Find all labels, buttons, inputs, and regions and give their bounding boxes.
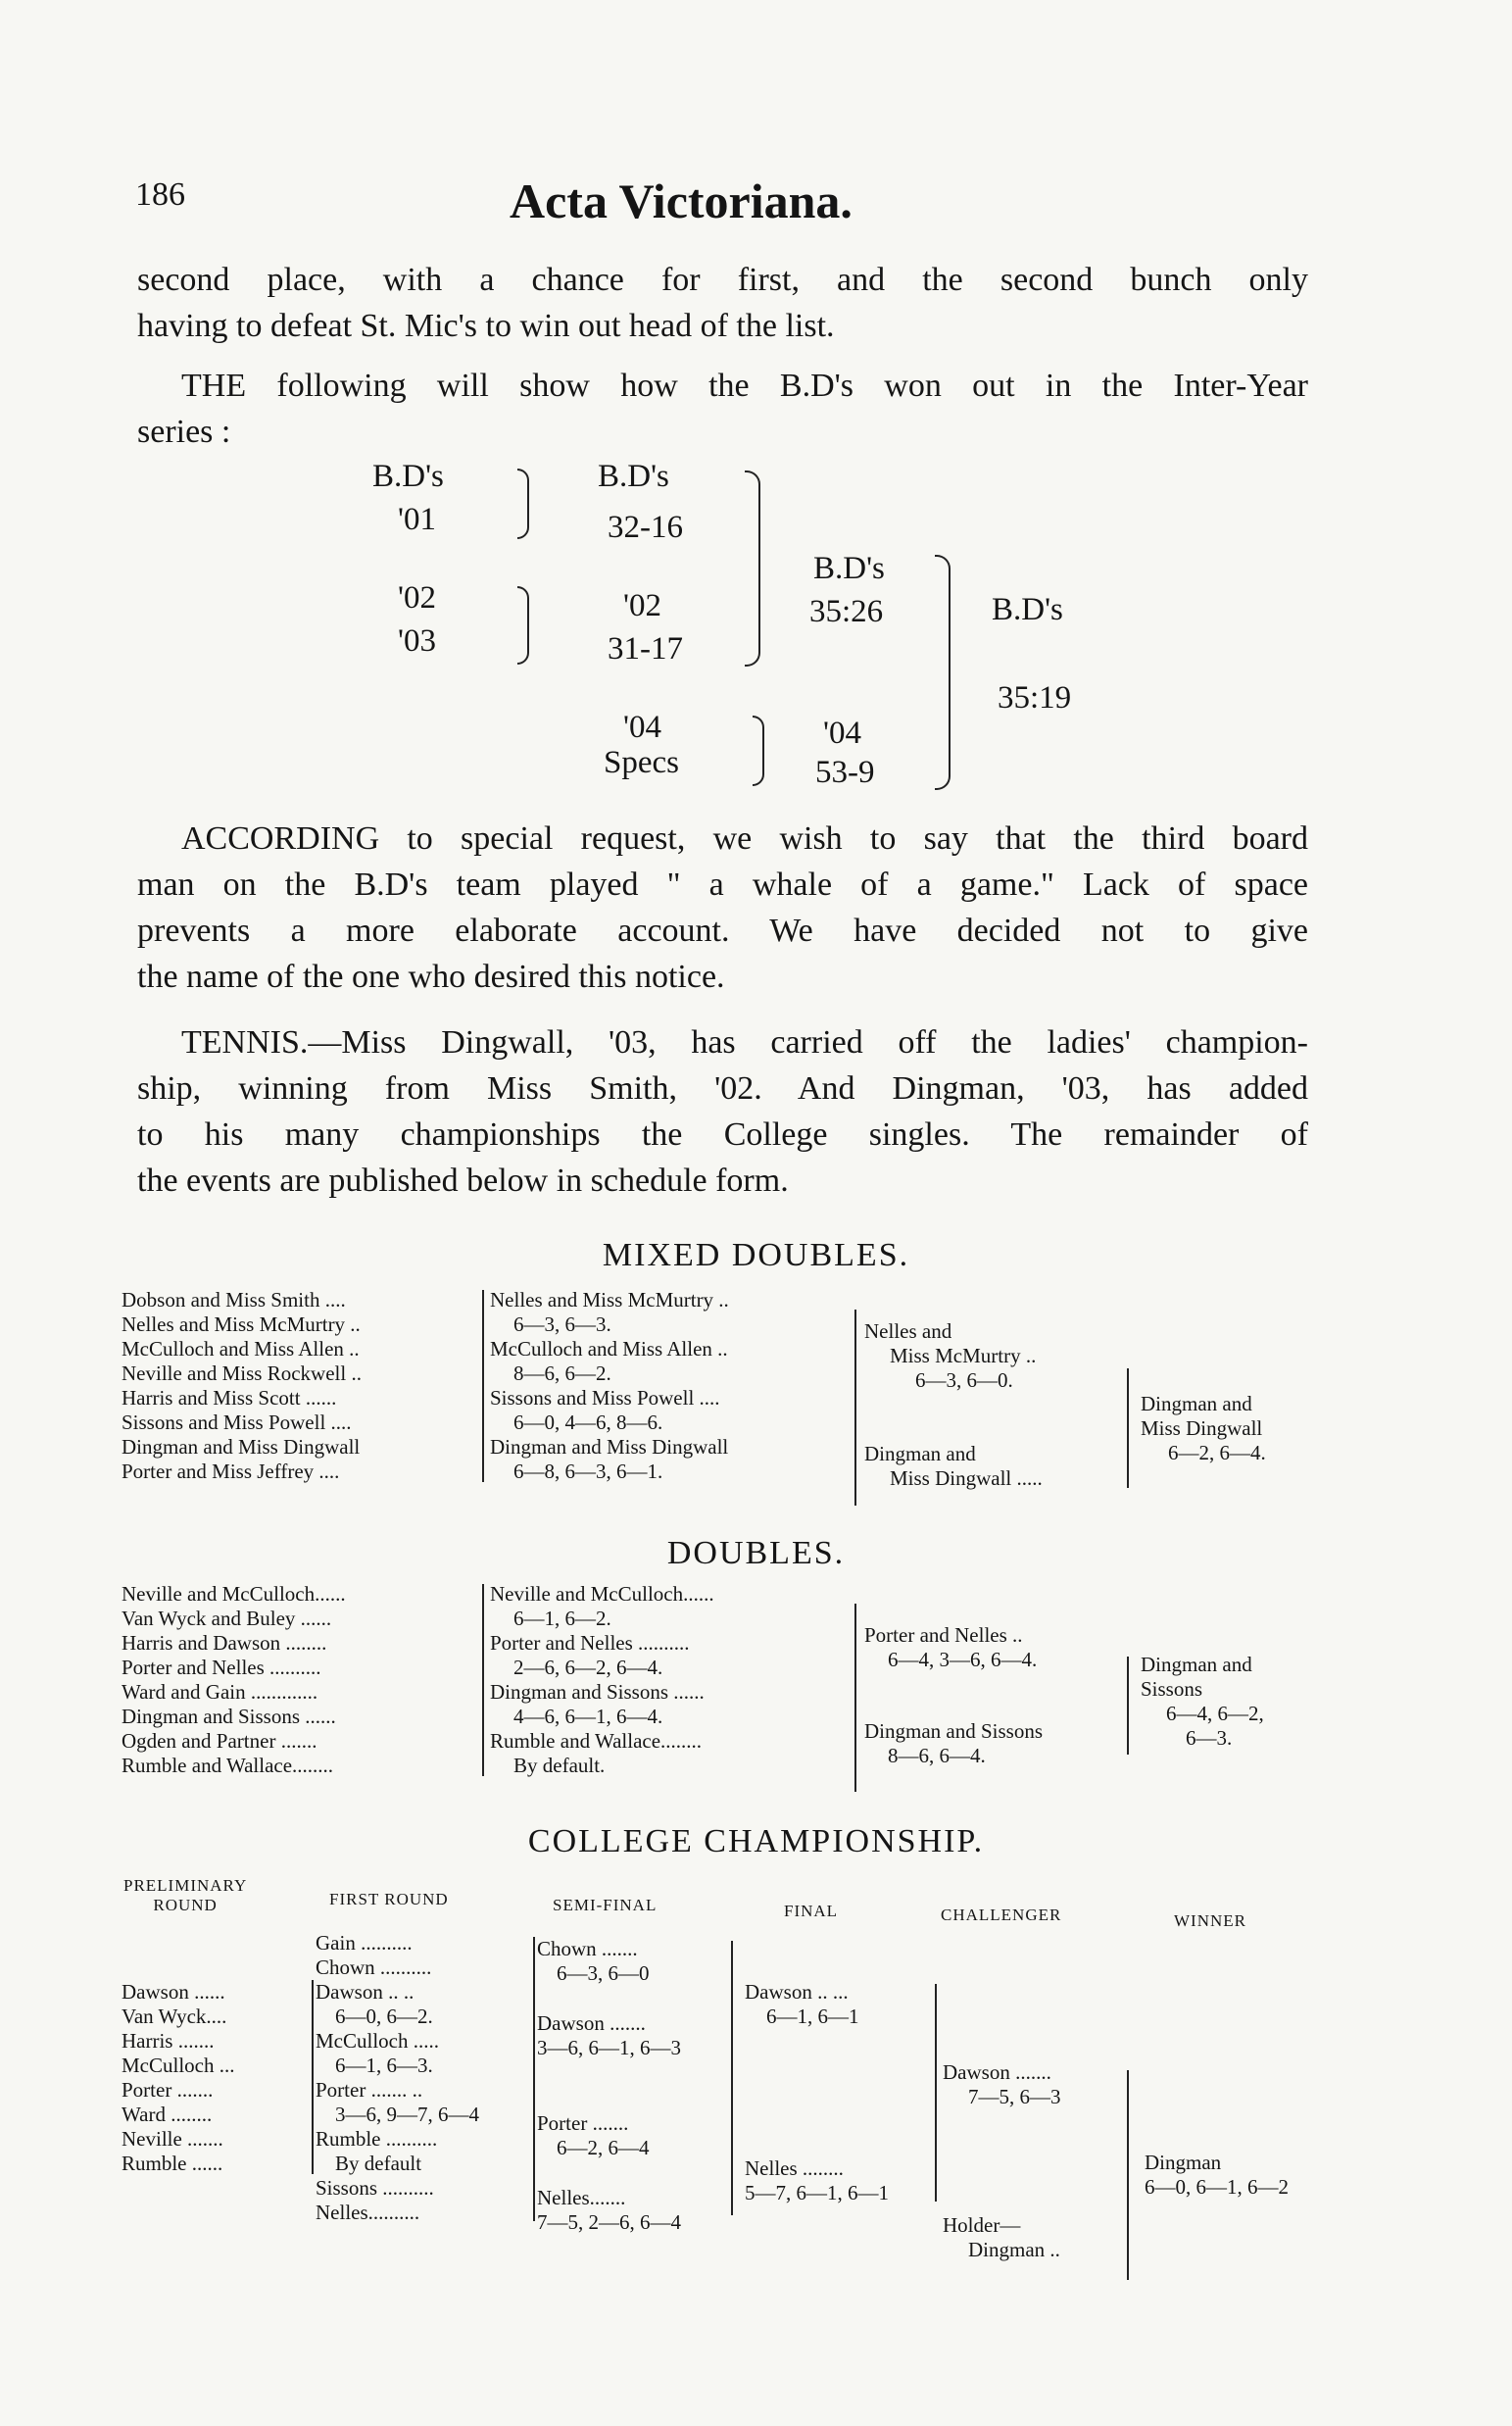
schedule-entry: 6—8, 6—3, 6—1. [513,1460,663,1483]
schedule-entry: Van Wyck and Buley ...... [122,1607,332,1630]
schedule-entry: Nelles and [864,1319,952,1343]
schedule-entry: Miss Dingwall ..... [890,1466,1043,1490]
schedule-entry: 6—1, 6—1 [766,2005,859,2028]
schedule-column [1141,1653,1264,1751]
text-line: to his many championships the College singles. The remainder of [137,1116,1308,1153]
schedule-entry: Miss McMurtry .. [890,1344,1037,1367]
schedule-entry: Harris and Dawson ........ [122,1631,327,1655]
text-line: the name of the one who desired this notice. [137,959,725,995]
text-line: having to defeat St. Mic's to win out head of the list. [137,308,835,344]
schedule-entry: Porter and Nelles .. [864,1623,1023,1647]
schedule-entry: Ward and Gain ............. [122,1680,318,1704]
bracket-line [533,1937,535,2221]
schedule-entry: 6—0, 6—2. [335,2005,433,2028]
text-line: ACCORDING to special request, we wish to say that the third board [181,820,1308,857]
header-line: ROUND [153,1896,218,1914]
column-header [123,1876,247,1915]
schedule-entry: Harris ....... [122,2029,215,2053]
game-score: 32-16 [608,510,683,545]
schedule-entry: Chown ....... [537,1937,638,1960]
schedule-entry: Chown .......... [316,1956,432,1979]
schedule-entry: Dawson .. ... [745,1980,849,2004]
schedule-entry: Nelles.......... [316,2201,420,2224]
game-score: 35:19 [998,680,1072,716]
schedule-entry: Porter ....... .. [316,2078,423,2102]
schedule-entry: 6—3, 6—0. [915,1368,1013,1392]
schedule-entry: 6—2, 6—4 [557,2136,650,2159]
schedule-entry: Nelles and Miss McMurtry .. [122,1312,361,1336]
team-name: '02 [398,580,436,616]
schedule-entry: Dingman and Sissons ...... [122,1705,336,1728]
schedule-entry: Rumble .......... [316,2127,438,2151]
schedule-column [537,1937,681,2235]
schedule-entry: 8—6, 6—2. [513,1362,611,1385]
bracket-line [312,1980,314,2174]
schedule-entry: 6—4, 6—2, [1166,1702,1264,1725]
schedule-entry: By default [335,2152,422,2175]
schedule-entry: Van Wyck.... [122,2005,227,2028]
bracket-line [935,1984,937,2202]
schedule-entry: 6—1, 6—2. [513,1607,611,1630]
schedule-entry: Dingman and [1141,1653,1252,1676]
schedule-entry: McCulloch ..... [316,2029,439,2053]
schedule-entry: 6—1, 6—3. [335,2054,433,2077]
schedule-entry: By default. [513,1754,606,1777]
schedule-entry: Porter ....... [537,2111,629,2135]
column-header: SEMI-FINAL [553,1896,658,1914]
text-line: man on the B.D's team played " a whale of a game." Lack of space [137,866,1308,903]
schedule-entry: 5—7, 6—1, 6—1 [745,2181,889,2204]
schedule-column [864,1319,1043,1491]
schedule-entry: Porter and Miss Jeffrey .... [122,1460,340,1483]
schedule-entry: Nelles....... [537,2186,626,2209]
schedule-entry: Neville and Miss Rockwell .. [122,1362,362,1385]
text-line: second place, with a chance for first, and the second bunch only [137,262,1308,298]
schedule-entry: 6—3. [1186,1726,1233,1750]
schedule-entry: 6—4, 3—6, 6—4. [888,1648,1038,1671]
schedule-entry: Dingman and [864,1442,976,1465]
schedule-entry: Dawson ....... [537,2011,646,2035]
team-name: B.D's [598,459,669,494]
column-header: FIRST ROUND [329,1890,449,1908]
schedule-entry: 3—6, 6—1, 6—3 [537,2036,681,2059]
game-score: 35:26 [809,594,884,629]
schedule-column [122,1980,235,2176]
schedule-entry: Sissons .......... [316,2176,434,2200]
bracket-line [482,1584,484,1776]
bracket-brace [745,470,760,667]
schedule-entry: McCulloch ... [122,2054,235,2077]
schedule-entry: McCulloch and Miss Allen .. [490,1337,728,1361]
schedule-entry: 8—6, 6—4. [888,1744,986,1767]
bracket-line [854,1604,856,1792]
schedule-entry: Rumble and Wallace........ [490,1729,703,1753]
schedule-entry: 6—0, 6—1, 6—2 [1145,2175,1289,2199]
schedule-column [864,1623,1043,1768]
column-header: WINNER [1174,1911,1246,1930]
bracket-line [854,1310,856,1506]
bracket-line [731,1941,733,2215]
schedule-entry: 7—5, 2—6, 6—4 [537,2210,681,2234]
schedule-entry: Rumble ...... [122,2152,223,2175]
schedule-column [490,1288,729,1484]
college-championship-title: COLLEGE CHAMPIONSHIP. [527,1823,985,1859]
team-name: '04 [823,716,861,751]
schedule-entry: Neville and McCulloch...... [122,1582,346,1606]
schedule-column [1141,1392,1266,1465]
schedule-entry: Nelles ........ [745,2156,844,2180]
according-paragraph [137,816,1308,1000]
schedule-column [122,1582,346,1778]
text-line: THE following will show how the B.D's won out in the Inter-Year [181,368,1308,404]
schedule-column [490,1582,714,1778]
schedule-column [943,2060,1061,2262]
schedule-entry: Holder— [943,2213,1021,2237]
schedule-entry: Sissons and Miss Powell .... [122,1411,352,1434]
schedule-entry: 6—2, 6—4. [1168,1441,1266,1464]
schedule-entry: Nelles and Miss McMurtry .. [490,1288,729,1312]
schedule-entry: 7—5, 6—3 [968,2085,1061,2108]
running-title: Acta Victoriana. [510,173,853,228]
schedule-entry: Porter and Nelles .......... [122,1656,321,1679]
schedule-entry: 4—6, 6—1, 6—4. [513,1705,663,1728]
schedule-entry: 6—0, 4—6, 8—6. [513,1411,663,1434]
schedule-entry: Neville ....... [122,2127,223,2151]
page-number: 186 [135,176,185,213]
bracket-line [1127,1657,1129,1755]
bracket-line [482,1290,484,1482]
column-header: CHALLENGER [941,1906,1062,1924]
schedule-entry: Dingman and Miss Dingwall [122,1435,361,1459]
schedule-entry: Sissons [1141,1677,1203,1701]
text-line: the events are published below in schedule form. [137,1163,789,1199]
team-name: '04 [623,710,661,745]
team-name: B.D's [992,592,1063,627]
schedule-entry: Miss Dingwall [1141,1416,1263,1440]
schedule-entry: Harris and Miss Scott ...... [122,1386,337,1410]
schedule-entry: Porter and Nelles .......... [490,1631,690,1655]
bracket-line [1127,2070,1129,2280]
bracket-line [1127,1368,1129,1488]
schedule-entry: Dingman and Miss Dingwall [490,1435,729,1459]
schedule-entry: Dingman and Sissons [864,1719,1044,1743]
schedule-entry: Dawson .. .. [316,1980,415,2004]
schedule-entry: Dawson ....... [943,2060,1051,2084]
schedule-entry: Dobson and Miss Smith .... [122,1288,346,1312]
schedule-entry: McCulloch and Miss Allen .. [122,1337,360,1361]
bracket-brace [517,586,529,665]
bracket-brace [517,469,529,539]
text-line: series : [137,414,231,450]
team-name: Specs [604,745,679,780]
schedule-column [745,1980,889,2205]
schedule-entry: Ward ........ [122,2103,213,2126]
schedule-entry: Sissons and Miss Powell .... [490,1386,720,1410]
schedule-column [122,1288,362,1484]
schedule-entry: Gain .......... [316,1931,413,1955]
schedule-column [316,1931,479,2225]
schedule-entry: Dawson ...... [122,1980,225,2004]
schedule-entry: Dingman .. [968,2238,1060,2261]
doubles-title: DOUBLES. [666,1535,846,1571]
text-line: prevents a more elaborate account. We have decided not to give [137,913,1308,949]
schedule-entry: Neville and McCulloch...... [490,1582,714,1606]
game-score: 31-17 [608,631,683,667]
team-name: '02 [623,588,661,623]
schedule-entry: Dingman and Sissons ...... [490,1680,705,1704]
schedule-entry: Dingman [1145,2151,1222,2174]
team-name: B.D's [372,459,444,494]
bracket-brace [935,555,951,790]
schedule-column [1145,2151,1289,2200]
follow-paragraph [137,363,1308,455]
schedule-entry: 6—3, 6—0 [557,1961,650,1985]
schedule-entry: Porter ....... [122,2078,214,2102]
schedule-entry: Ogden and Partner ....... [122,1729,317,1753]
schedule-entry: 2—6, 6—2, 6—4. [513,1656,663,1679]
schedule-entry: Dingman and [1141,1392,1252,1415]
tennis-paragraph [137,1019,1308,1204]
column-header: FINAL [784,1902,839,1920]
team-name: '01 [398,502,436,537]
header-line: PRELIMINARY [123,1876,248,1895]
team-name: '03 [398,623,436,659]
team-name: B.D's [813,551,885,586]
schedule-entry: Rumble and Wallace........ [122,1754,334,1777]
game-score: 53-9 [815,755,875,790]
intro-paragraph [137,257,1308,349]
text-line: TENNIS.—Miss Dingwall, '03, has carried off the ladies' champion- [181,1024,1308,1061]
schedule-entry: 3—6, 9—7, 6—4 [335,2103,479,2126]
mixed-doubles-title: MIXED DOUBLES. [602,1237,910,1273]
text-line: ship, winning from Miss Smith, '02. And Dingman, '03, has added [137,1070,1308,1107]
schedule-entry: 6—3, 6—3. [513,1312,611,1336]
bracket-brace [753,716,764,786]
